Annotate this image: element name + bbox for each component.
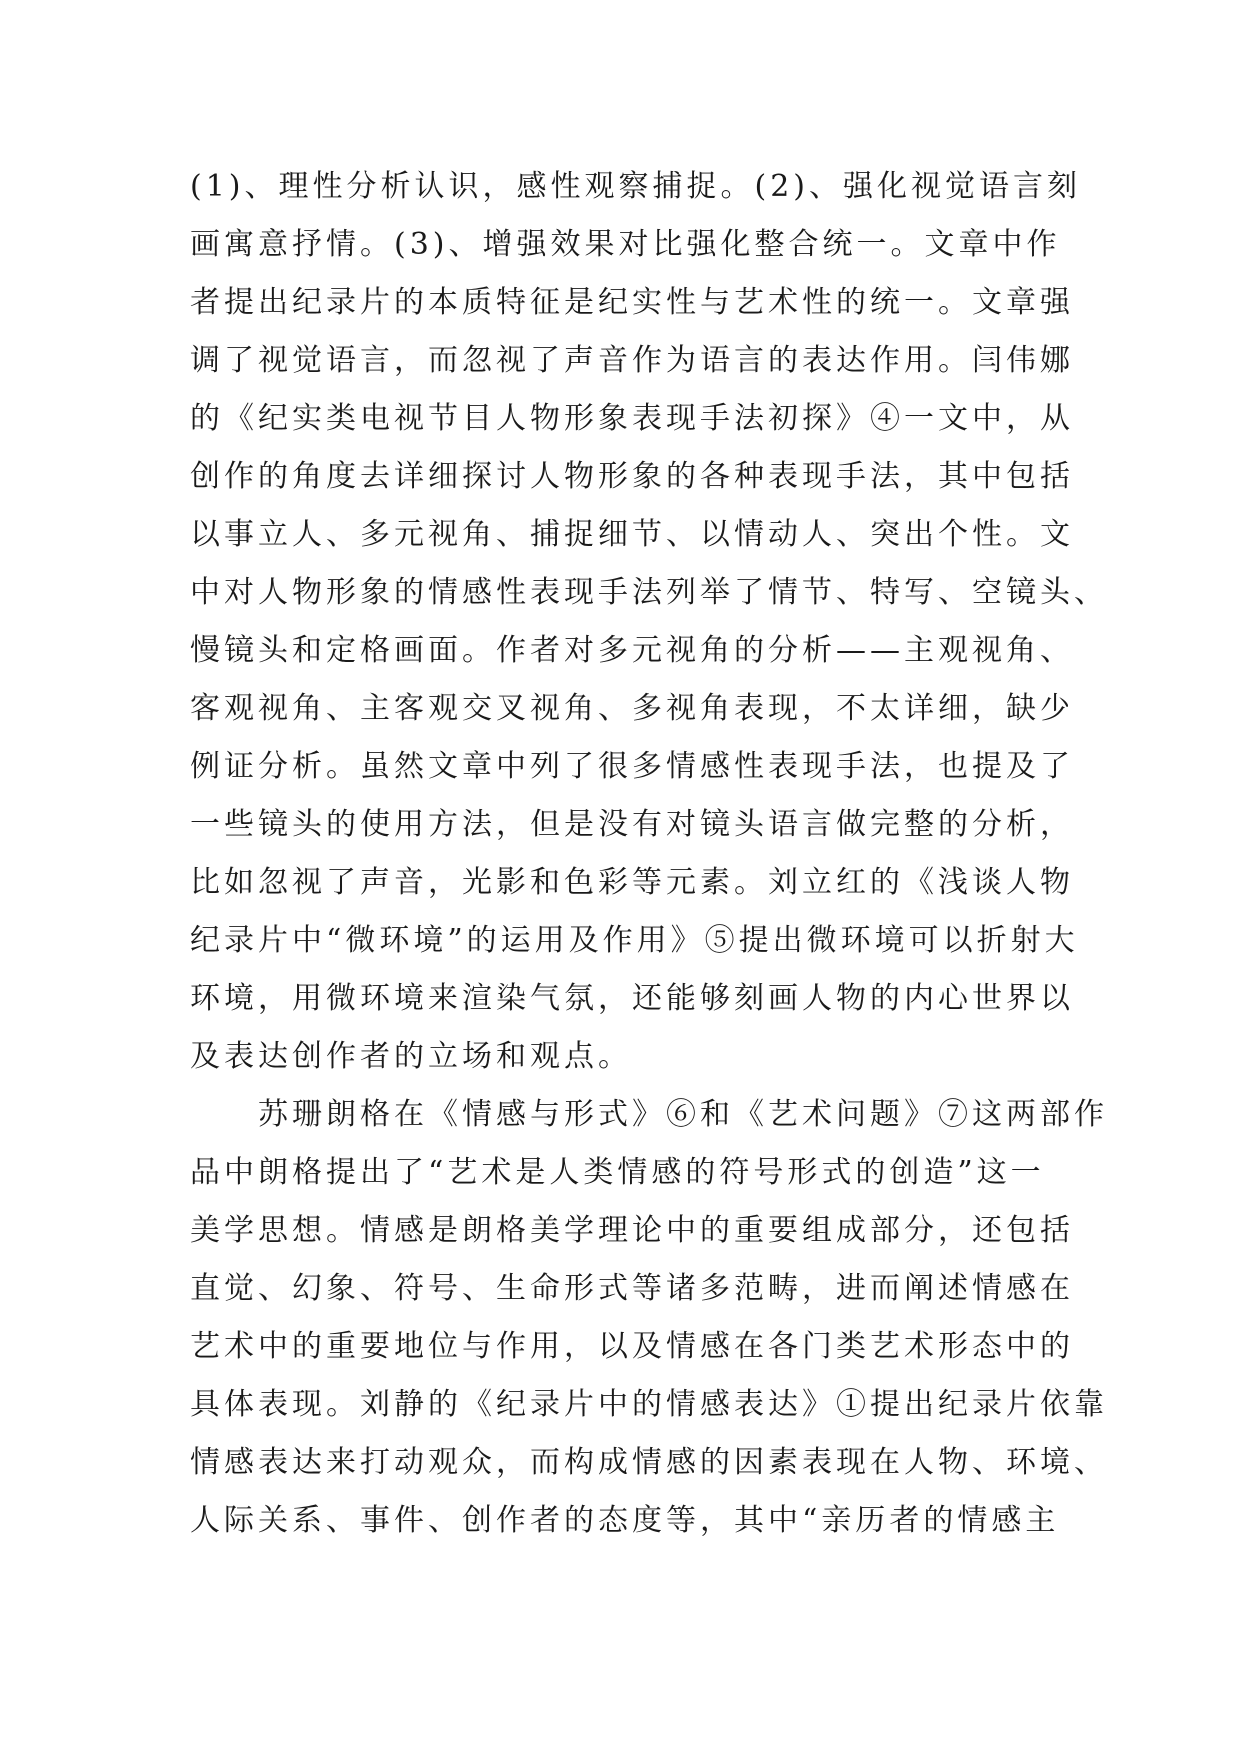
text-line: 调了视觉语言，而忽视了声音作为语言的表达作用。闫伟娜 xyxy=(190,343,1074,378)
text-line: 的《纪实类电视节目人物形象表现手法初探》④一文中，从 xyxy=(190,401,1074,436)
text-line: 者提出纪录片的本质特征是纪实性与艺术性的统一。文章强 xyxy=(190,285,1074,320)
text-line: (1)、理性分析认识，感性观察捕捉。(2)、强化视觉语言刻 xyxy=(190,169,1081,204)
text-line: 以事立人、多元视角、捕捉细节、以情动人、突出个性。文 xyxy=(190,517,1074,552)
text-line: 一些镜头的使用方法，但是没有对镜头语言做完整的分析， xyxy=(190,807,1074,842)
text-line: 客观视角、主客观交叉视角、多视角表现，不太详细，缺少 xyxy=(190,691,1074,726)
text-line: 艺术中的重要地位与作用，以及情感在各门类艺术形态中的 xyxy=(190,1329,1074,1364)
text-line: 比如忽视了声音，光影和色彩等元素。刘立红的《浅谈人物 xyxy=(190,865,1074,900)
text-line: 直觉、幻象、符号、生命形式等诸多范畴，进而阐述情感在 xyxy=(190,1271,1074,1306)
text-line: 具体表现。刘静的《纪录片中的情感表达》①提出纪录片依靠 xyxy=(190,1387,1108,1422)
text-line: 画寓意抒情。(3)、增强效果对比强化整合统一。文章中作 xyxy=(190,227,1061,262)
text-line: 慢镜头和定格画面。作者对多元视角的分析——主观视角、 xyxy=(190,633,1074,668)
text-line: 例证分析。虽然文章中列了很多情感性表现手法，也提及了 xyxy=(190,749,1074,784)
text-line: 品中朗格提出了“艺术是人类情感的符号形式的创造”这一 xyxy=(190,1155,1045,1190)
body-text xyxy=(190,158,1108,1550)
text-line: 创作的角度去详细探讨人物形象的各种表现手法，其中包括 xyxy=(190,459,1074,494)
text-line: 美学思想。情感是朗格美学理论中的重要组成部分，还包括 xyxy=(190,1213,1074,1248)
text-line: 中对人物形象的情感性表现手法列举了情节、特写、空镜头、 xyxy=(190,575,1108,610)
text-line: 环境，用微环境来渲染气氛，还能够刻画人物的内心世界以 xyxy=(190,981,1074,1016)
text-line: 苏珊朗格在《情感与形式》⑥和《艺术问题》⑦这两部作 xyxy=(190,1097,1108,1132)
text-line: 及表达创作者的立场和观点。 xyxy=(190,1039,632,1074)
text-line: 情感表达来打动观众，而构成情感的因素表现在人物、环境、 xyxy=(190,1445,1108,1480)
text-line: 人际关系、事件、创作者的态度等，其中“亲历者的情感主 xyxy=(190,1503,1060,1538)
text-line: 纪录片中“微环境”的运用及作用》⑤提出微环境可以折射大 xyxy=(190,923,1079,958)
